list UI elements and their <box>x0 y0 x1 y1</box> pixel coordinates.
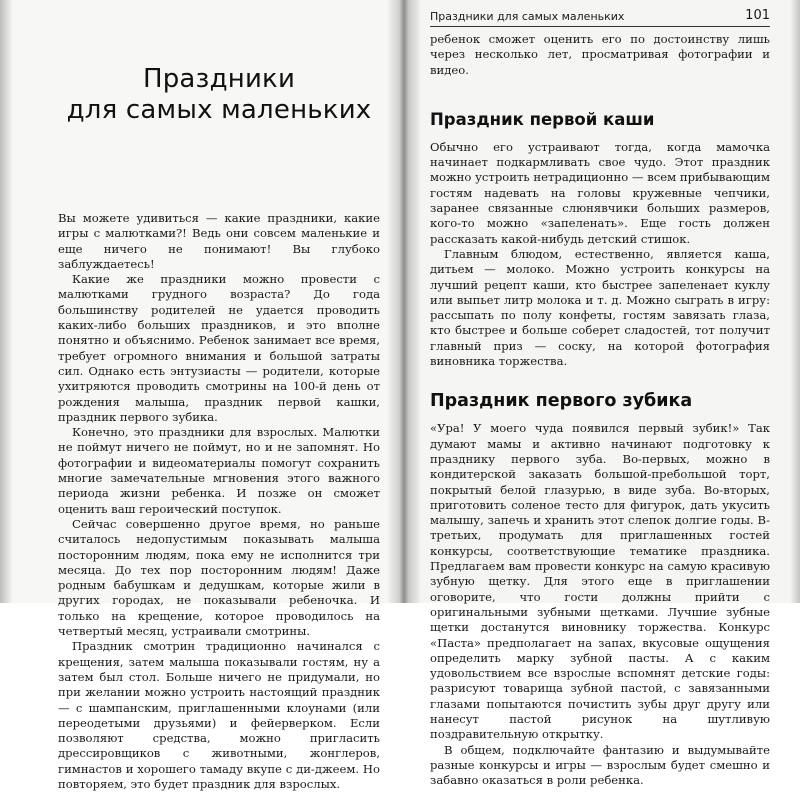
chapter-title-line2: для самых маленьких <box>66 95 372 125</box>
left-page-body <box>58 211 380 792</box>
page-edge-right <box>790 0 800 603</box>
right-page <box>398 0 800 788</box>
paragraph: Вы можете удивиться — какие праздники, какие игры с малютками?! Ведь они совсем маленькие и еще ничего не понимают! Вы глубоко заблуждаетесь! <box>58 211 380 271</box>
chapter-title-line1: Праздники <box>142 64 296 94</box>
running-head <box>430 8 770 27</box>
paragraph: Какие же праздники можно провести с малютками грудного возраста? До года большинству родителей не удается проводить каких-либо больших праздников, и это вполне понятно и объяснимо. Ребенок занимает все время, требует огромного внимания и большой затраты сил. Однако есть энтузиасты — родители, которые ухитряются проводить смотрины на 100-й день от рождения малыша, праздник первой кашки, праздник первого зубика. <box>58 272 380 424</box>
paragraph: «Ура! У моего чуда появился первый зубик!» Так думают мамы и активно начинают подготовку к празднику первого зуба. Во-первых, можно в кондитерской заказать большой-пребольшой торт, покрытый белой глазурью, в виде зуба. Во-вторых, приготовить соленое тесто для фигурок, дать укусить малышу, запечь и хранить этот слепок долгие годы. В-третьих, продумать для приглашенных гостей конкурсы, соответствующие тематике праздника. Предлагаем вам провести конкурс на самую красивую зубную щетку. Для этого еще в приглашении оговорите, что гости должны прийти с оригинальными зубными щетками. Лучшие зубные щетки достанутся виновнику торжества. Конкурс «Паста» предполагает на запах, вкусовые ощущения определить марку зубной пасты. А с каким удовольствием все взрослые вспомнят детские годы: разрисуют товарища зубной пастой, с завязанными глазами попытаются почистить зубы друг другу или нанесут пастой рисунок на шутливую поздравительную открытку. <box>430 421 770 742</box>
right-page-body <box>430 32 770 788</box>
paragraph: Обычно его устраивают тогда, когда мамочка начинает подкармливать свое чудо. Этот праздник можно устроить нетрадиционно — всем прибывающим гостям надевать на головы кружевные чепчики, заранее связанные слюнявчики больших размеров, кого-то можно «запеленать». Еще гость должен рассказать какой-нибудь детский стишок. <box>430 139 770 246</box>
running-head-title: Праздники для самых маленьких <box>430 10 625 23</box>
paragraph: В общем, подключайте фантазию и выдумывайте разные конкурсы и игры — взрослым будет смешно и забавно оказаться в роли ребенка. <box>430 742 770 788</box>
chapter-title <box>58 64 380 126</box>
section-title-first-porridge: Праздник первой каши <box>430 109 655 129</box>
page-number: 101 <box>745 8 770 23</box>
paragraph: ребенок сможет оценить его по достоинству лишь через несколько лет, просматривая фотографии и видео. <box>430 32 770 77</box>
page-edge-left <box>0 0 12 603</box>
paragraph: Праздник смотрин традиционно начинался с крещения, затем малыша показывали гостям, ну а затем был стол. Больше ничего не придумали, но при желании можно устроить настоящий праздник — с шампанским, приглашенными клоунами (или переодетыми друзьями) и фейерверком. Если позволяют средства, можно пригласить дрессировщиков с животными, жонглеров, гимнастов и хорошего тамаду вкупе с ди-джеем. Но повторяем, это будет праздник для взрослых. <box>58 639 380 791</box>
paragraph: Конечно, это праздники для взрослых. Малютки не поймут ничего не поймут, но и не запомнят. Но фотографии и видеоматериалы помогут сохранить многие замечательные мгновения этого важного периода жизни ребенка. И позже он сможет оценить ваш героический поступок. <box>58 425 380 516</box>
section-title-first-tooth: Праздник первого зубика <box>430 391 693 412</box>
paragraph: Главным блюдом, естественно, является каша, дитьем — молоко. Можно устроить конкурсы на лучший рецепт каши, кто быстрее запеленает куклу или выпьет литр молока и т. д. Можно сыграть в игру: рассыпать по полу конфеты, гостям завязать глаза, кто быстрее и больше соберет сладостей, тот получит главный приз — соску, на которой фотография виновника торжества. <box>430 246 770 369</box>
left-page <box>0 0 398 791</box>
paragraph: Сейчас совершенно другое время, но раньше считалось недопустимым показывать малыша посторонним людям, пока ему не исполнится три месяца. До тех пор посторонним людям! Даже родным бабушкам и дедушкам, которые жили в других городах, не показывали ребеночка. И только на крещение, которое проводилось на четвертый месяц, устраивали смотрины. <box>58 516 380 639</box>
book-gutter <box>388 0 420 603</box>
